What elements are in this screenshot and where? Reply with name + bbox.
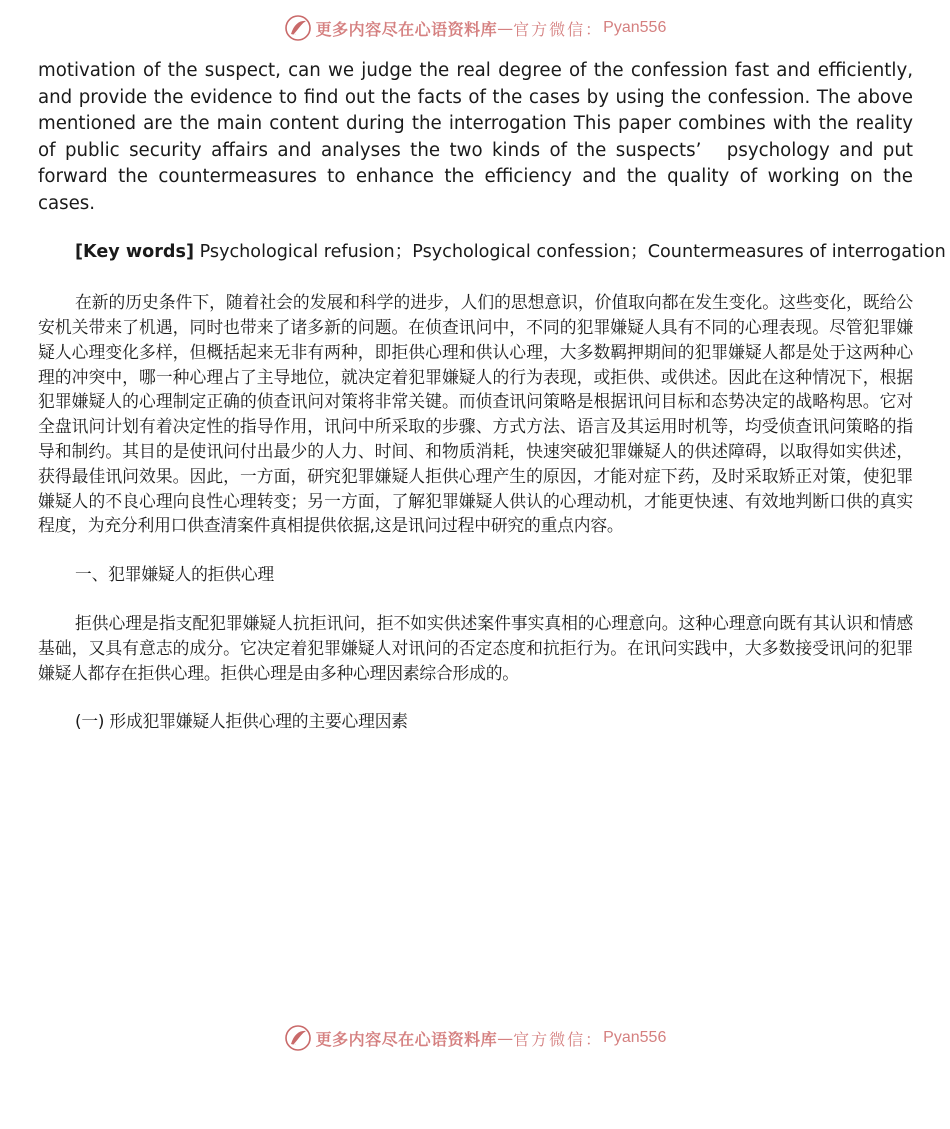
header-separator: —: [497, 18, 514, 38]
footer-watermark: [0, 1022, 950, 1054]
abstract-english-paragraph: motivation of the suspect, can we judge the real degree of the confession fast and efficiently, and provide the evidence to find out the facts of the cases by using the confession. The above mentioned are the main content during the interrogation This paper combines with the reality of public security affairs and analyses the two kinds of the suspects’ psychology and put forward the countermeasures to enhance the efficiency and the quality of working on the cases.: [38, 60, 913, 214]
header-brand-text: 更多内容尽在心语资料库: [315, 19, 498, 39]
keywords-text: Psychological refusion；Psychological confession；Countermeasures of interrogation: [194, 241, 946, 262]
section-paragraph-1: 拒供心理是指支配犯罪嫌疑人抗拒讯问，拒不如实供述案件事实真相的心理意向。这种心理意向既有其认识和情感基础，又具有意志的成分。它决定着犯罪嫌疑人对讯问的否定态度和抗拒行为。在讯问实践中，大多数接受讯问的犯罪嫌疑人都存在拒供心理。拒供心理是由多种心理因素综合形成的。: [38, 612, 913, 683]
intro-paragraph: 在新的历史条件下，随着社会的发展和科学的进步，人们的思想意识，价值取向都在发生变化。这些变化，既给公安机关带来了机遇，同时也带来了诸多新的问题。在侦查讯问中，不同的犯罪嫌疑人具有不同的心理表现。尽管犯罪嫌疑人心理变化多样，但概括起来无非有两种，即拒供心理和供认心理，大多数羁押期间的犯罪嫌疑人都是处于这两种心理的冲突中，哪一种心理占了主导地位，就决定着犯罪嫌疑人的行为表现，或拒供、或供述。因此在这种情况下，根据犯罪嫌疑人的心理制定正确的侦查讯问对策将非常关键。而侦查讯问策略是根据讯问目标和态势决定的战略构思。它对全盘讯问计划有着决定性的指导作用，讯问中所采取的步骤、方式方法、语言及其运用时机等，均受侦查讯问策略的指导和制约。其目的是使讯问付出最少的人力、时间、和物质消耗，快速突破犯罪嫌疑人的供述障碍，以取得如实供述，获得最佳讯问效果。因此，一方面，研究犯罪嫌疑人拒供心理产生的原因，才能对症下药，及时采取矫正对策，使犯罪嫌疑人的不良心理向良性心理转变；另一方面，了解犯罪嫌疑人供认的心理动机，才能更快速、有效地判断口供的真实程度，为充分利用口供查清案件真相提供依据,这是讯问过程中研究的重点内容。: [38, 292, 913, 536]
section-heading-1: 一、犯罪嫌疑人的拒供心理: [75, 564, 274, 585]
header-wechat-id: Pyan556: [603, 19, 667, 36]
footer-official-label: 官方微信：: [513, 1029, 604, 1049]
keywords-line: [38, 239, 946, 266]
document-body: [38, 58, 946, 734]
footer-wechat-id: Pyan556: [603, 1029, 667, 1046]
brand-logo-icon: [284, 1024, 312, 1052]
footer-separator: —: [497, 1028, 514, 1048]
footer-brand-text: 更多内容尽在心语资料库: [315, 1029, 498, 1049]
subsection-heading-1: (一) 形成犯罪嫌疑人拒供心理的主要心理因素: [75, 711, 408, 732]
brand-logo-icon: [284, 14, 312, 42]
keywords-label: [Key words]: [75, 241, 195, 262]
header-watermark: [0, 12, 950, 44]
header-official-label: 官方微信：: [513, 19, 604, 39]
